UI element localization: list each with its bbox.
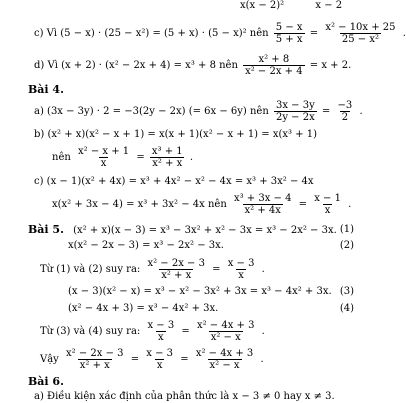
numerator: x − 3: [147, 320, 175, 331]
fraction: [150, 146, 185, 169]
fraction: [232, 193, 294, 216]
period: .: [359, 106, 363, 117]
period: .: [348, 199, 352, 210]
tu-label: Từ (3) và (4) suy ra:: [40, 326, 141, 337]
equals: =: [180, 354, 189, 365]
fraction: [145, 320, 176, 343]
period: .: [402, 28, 406, 39]
fraction: [274, 22, 305, 45]
numerator: 3x − 3y: [275, 100, 315, 111]
eq-c2-bai4: [52, 193, 351, 216]
numerator: 5 − x: [275, 22, 303, 33]
fraction: [194, 348, 256, 371]
eq-c-bai3: [34, 22, 406, 45]
equals: =: [309, 28, 319, 39]
bai5-conclusion: [40, 348, 264, 371]
denominator: 2: [341, 112, 349, 123]
eq-d-result: = x + 2.: [309, 60, 352, 71]
numerator: x² − 2x − 3: [66, 348, 124, 359]
fraction: [243, 54, 305, 77]
numerator: x² − x + 1: [78, 146, 130, 157]
equals: =: [130, 354, 140, 365]
nen-label: nên: [52, 152, 71, 163]
numerator: x − 3: [227, 258, 255, 269]
numerator: x² − 2x − 3: [147, 258, 205, 269]
period: .: [261, 264, 265, 275]
numerator: −3: [337, 100, 353, 111]
numerator: x² − 4x + 3: [196, 320, 255, 331]
denominator: x² − 2x + 4: [245, 66, 303, 77]
denominator: x: [100, 158, 107, 169]
eq-a-text: a) (3x − 3y) · 2 = −3(2y − 2x) (= 6x − 6y) nên: [34, 106, 269, 117]
eq-a-bai6: a) Điều kiện xác định của phân thức là x − 3 ≠ 0 hay x ≠ 3.: [34, 391, 335, 402]
equals: =: [212, 264, 221, 275]
fraction: [226, 258, 257, 281]
bai5-line6: [40, 320, 265, 343]
denominator: x: [158, 332, 164, 343]
eq-number-1: (1): [339, 224, 354, 235]
bai5-line3: [40, 258, 265, 281]
eq-a-bai4: [34, 100, 363, 123]
numerator: x³ + 1: [151, 146, 183, 157]
eq-c-text: c) Vì (5 − x) · (25 − x²) = (5 + x) · (5 − x)² nên: [34, 28, 269, 39]
numerator: x³ + 3x − 4: [233, 193, 292, 204]
tu-label: Từ (1) và (2) suy ra:: [40, 264, 141, 275]
denominator: x² − x: [209, 360, 240, 371]
eq-d-text: d) Vì (x + 2) · (x² − 2x + 4) = x³ + 8 nên: [34, 60, 238, 71]
fraction: [76, 146, 131, 169]
eq-1-text: (x² + x)(x − 3) = x³ − 3x² + x² − 3x = x³ − 2x² − 3x.: [73, 225, 337, 236]
denominator: x² + 4x: [244, 205, 281, 216]
denominator: x² + x: [79, 360, 110, 371]
eq-4-text: (x² − 4x + 3) = x³ − 4x² + 3x.: [68, 303, 219, 314]
eq-number-3: (3): [339, 286, 354, 297]
eq-number-2: (2): [339, 240, 354, 251]
fraction: [145, 258, 207, 281]
period: .: [189, 152, 194, 163]
eq-c2-text: x(x² + 3x − 4) = x³ + 3x² − 4x nên: [52, 199, 227, 210]
eq-b-bai4: b) (x² + x)(x² − x + 1) = x(x + 1)(x² − x + 1) = x(x³ + 1): [34, 129, 318, 140]
denominator: x: [324, 205, 331, 216]
eq-3-text: (x − 3)(x² − x) = x³ − x² − 3x² + 3x = x³ − 4x² + 3x.: [68, 286, 332, 297]
eq-c-bai4: c) (x − 1)(x² + 4x) = x³ + 4x² − x² − 4x = x³ + 3x² − 4x: [34, 176, 314, 187]
denominator: 2y − 2x: [275, 112, 315, 123]
denominator: x: [238, 270, 244, 281]
fraction: [144, 348, 175, 371]
heading-bai-5: Bài 5.: [28, 223, 64, 236]
eq-number-4: (4): [339, 303, 354, 314]
equals: =: [181, 326, 190, 337]
bai5-line5: [68, 303, 400, 315]
top-fragment-left: x(x − 2)²: [240, 0, 285, 11]
fraction: [323, 22, 397, 45]
equals: =: [298, 199, 308, 210]
equals: =: [321, 106, 331, 117]
heading-bai-4: Bài 4.: [28, 83, 64, 96]
numerator: x − 1: [314, 193, 341, 204]
period: .: [261, 326, 265, 337]
eq-2-text: x(x² − 2x − 3) = x³ − 2x² − 3x.: [68, 240, 224, 251]
heading-bai-6: Bài 6.: [28, 375, 64, 388]
fraction: [336, 100, 355, 123]
fraction: [274, 100, 317, 123]
vay-label: Vậy: [40, 354, 59, 365]
top-fragment-right: x − 2: [315, 0, 343, 11]
denominator: 25 − x²: [341, 34, 379, 45]
bai5-line2: [68, 240, 400, 252]
numerator: x − 3: [146, 348, 174, 359]
bai5-line4: [68, 286, 400, 298]
fraction: [312, 193, 343, 216]
fraction: [195, 320, 257, 343]
denominator: x: [156, 360, 163, 371]
denominator: x² + x: [161, 270, 192, 281]
denominator: x² + x: [152, 158, 183, 169]
period: .: [260, 354, 264, 365]
top-fragment: [240, 0, 342, 12]
bai5-line1: [28, 224, 400, 237]
numerator: x² + 8: [258, 54, 290, 65]
denominator: x² − x: [210, 332, 241, 343]
fraction: [64, 348, 126, 371]
eq-b2-bai4: [52, 146, 193, 169]
numerator: x² − 4x + 3: [195, 348, 254, 359]
numerator: x² − 10x + 25: [325, 22, 396, 33]
denominator: 5 + x: [275, 34, 303, 45]
eq-d-bai3: [34, 54, 351, 77]
equals: =: [136, 152, 145, 163]
